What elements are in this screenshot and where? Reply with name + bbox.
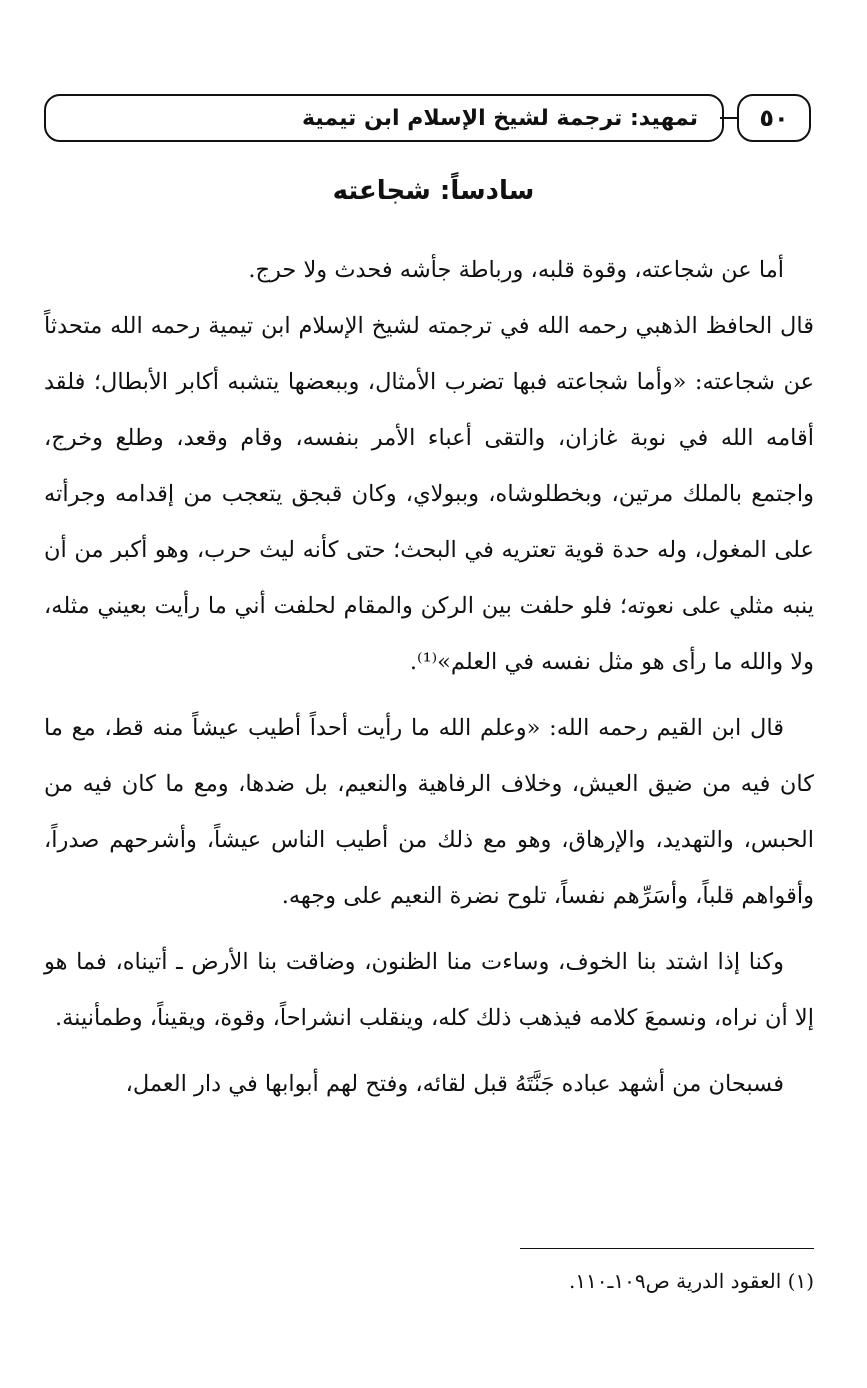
- page-number: ٥٠: [737, 94, 811, 142]
- footnote-divider: [520, 1248, 814, 1249]
- paragraph: قال الحافظ الذهبي رحمه الله في ترجمته لشيخ الإسلام ابن تيمية رحمه الله متحدثاً عن شجاعته: «وأما شجاعته فبها تضرب الأمثال، وببعضها يتشبه أكابر الأبطال؛ فلقد أقامه الله في نوبة غازان، والتقى أعباء الأمر بنفسه، وقام وقعد، وطلع وخرج، واجتمع بالملك مرتين، وبخطلوشاه، وببولاي، وكان قبجق يتعجب من إقدامه وجرأته على المغول، وله حدة قوية تعتريه في البحث؛ حتى كأنه ليث حرب، وهو أكبر من أن ينبه مثلي على نعوته؛ فلو حلفت بين الركن والمقام لحلفت أني ما رأيت بعيني مثله، ولا والله ما رأى هو مثل نفسه في العلم»⁽¹⁾.: [44, 313, 814, 675]
- running-title: تمهيد: ترجمة لشيخ الإسلام ابن تيمية: [44, 94, 724, 142]
- paragraph: وكنا إذا اشتد بنا الخوف، وساءت منا الظنون، وضاقت بنا الأرض ـ أتيناه، فما هو إلا أن نراه، ونسمعَ كلامه فيذهب ذلك كله، وينقلب انشراحاً، وقوة، ويقيناً، وطمأنينة.: [44, 949, 814, 1031]
- body-text: [44, 242, 814, 1112]
- footnote: (١) العقود الدرية ص١٠٩ـ١١٠.: [568, 1269, 814, 1293]
- paragraph: فسبحان من أشهد عباده جَنَّتَهُ قبل لقائه، وفتح لهم أبوابها في دار العمل،: [125, 1071, 784, 1097]
- paragraph: قال ابن القيم رحمه الله: «وعلم الله ما رأيت أحداً أطيب عيشاً منه قط، مع ما كان فيه من ضيق العيش، وخلاف الرفاهية والنعيم، بل ضدها، ومع ما كان فيه من الحبس، والتهديد، والإرهاق، وهو مع ذلك من أطيب الناس عيشاً، وأشرحهم صدراً، وأقواهم قلباً، وأسَرِّهم نفساً، تلوح نضرة النعيم على وجهه.: [44, 715, 814, 909]
- paragraph: أما عن شجاعته، وقوة قلبه، ورباطة جأشه فحدث ولا حرج.: [248, 257, 784, 283]
- section-heading: سادساً: شجاعته: [332, 176, 535, 206]
